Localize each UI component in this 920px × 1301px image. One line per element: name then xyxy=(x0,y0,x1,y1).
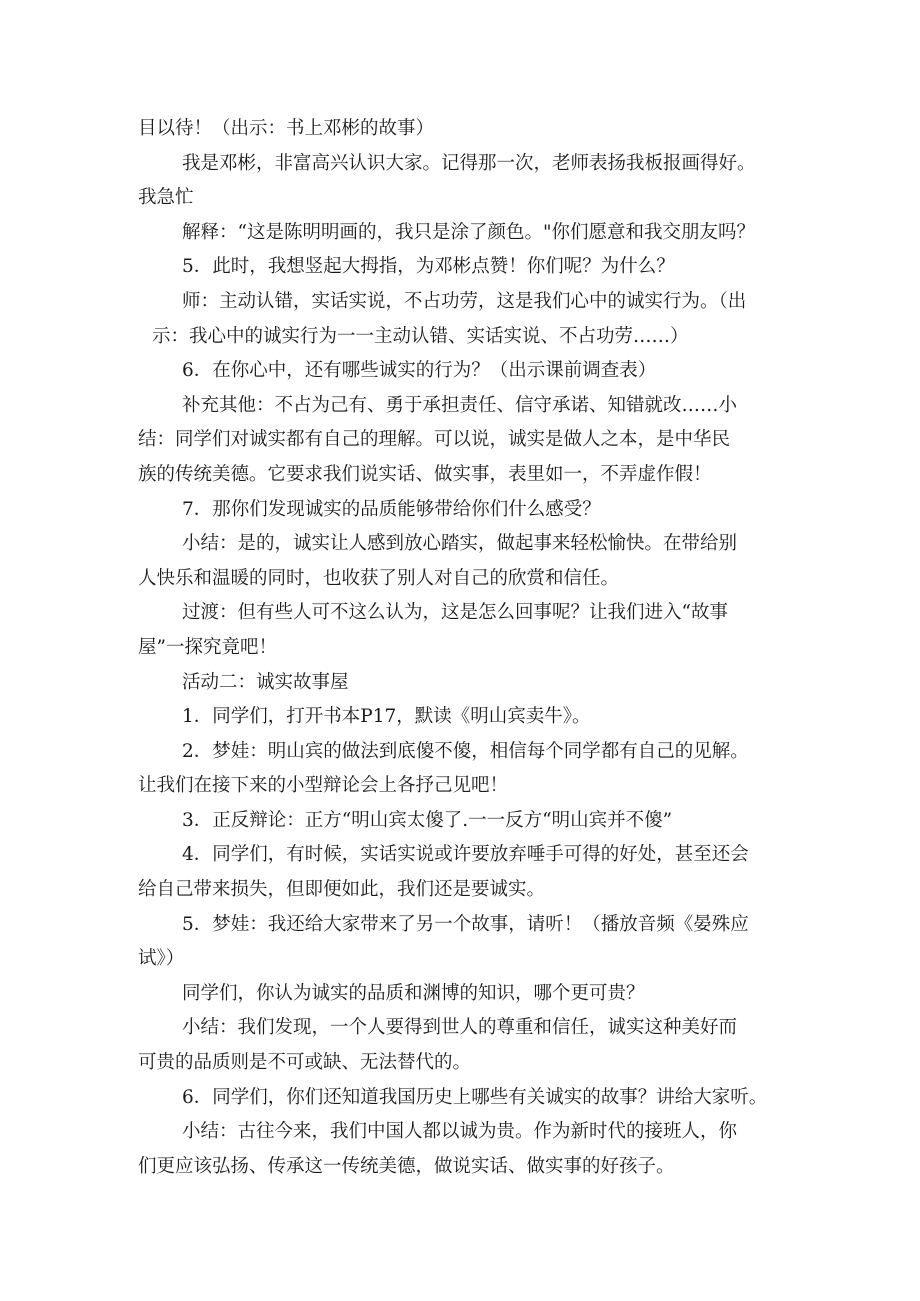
text-line: 师：主动认错，实话实说，不占功劳，这是我们心中的诚实行为。（出 xyxy=(182,290,747,312)
text-line: 让我们在接下来的小型辩论会上各抒己见吧！ xyxy=(138,775,509,797)
text-line: 小结：古往今来，我们中国人都以诚为贵。作为新时代的接班人，你 xyxy=(182,1121,738,1143)
text-line: 2．梦娃：明山宾的做法到底傻不傻，相信每个同学都有自己的见解。 xyxy=(182,740,749,762)
document-body xyxy=(138,112,798,1184)
text-line: 小结：我们发现，一个人要得到世人的尊重和信任，诚实这种美好而 xyxy=(182,1017,738,1039)
text-line: 3．正反辩论：正方“明山宾太傻了.一一反方“明山宾并不傻” xyxy=(182,809,673,831)
section-heading: 活动二：诚实故事屋 xyxy=(182,671,349,693)
text-line: 6．在你心中，还有哪些诚实的行为？（出示课前调查表） xyxy=(182,360,657,382)
text-line: 同学们，你认为诚实的品质和渊博的知识，哪个更可贵？ xyxy=(182,982,645,1004)
text-line: 示：我心中的诚实行为一一主动认错、实话实说、不占功劳……） xyxy=(152,325,689,347)
text-line: 补充其他：不占为己有、勇于承担责任、信守承诺、知错就改……小 xyxy=(182,394,738,416)
text-line: 人快乐和温暖的同时，也收获了别人对自己的欣赏和信任。 xyxy=(138,567,620,589)
text-line: 6．同学们，你们还知道我国历史上哪些有关诚实的故事？讲给大家听。 xyxy=(182,1086,768,1108)
text-line: 我是邓彬，非富高兴认识大家。记得那一次，老师表扬我板报画得好。 xyxy=(182,152,756,174)
text-line: 解释：“这是陈明明画的，我只是涂了颜色。"你们愿意和我交朋友吗？ xyxy=(182,221,755,243)
text-line: 小结：是的，诚实让人感到放心踏实，做起事来轻松愉快。在带给别 xyxy=(182,533,738,555)
text-line: 屋”一探究竟吧！ xyxy=(138,636,277,658)
text-line: 给自己带来损失，但即便如此，我们还是要诚实。 xyxy=(138,879,546,901)
text-line: 5．梦娃：我还给大家带来了另一个故事，请听！（播放音频《晏殊应 xyxy=(182,913,749,935)
text-line: 目以待！（出示：书上邓彬的故事） xyxy=(138,118,435,139)
text-line: 7．那你们发现诚实的品质能够带给你们什么感受？ xyxy=(182,498,601,520)
text-line: 可贵的品质则是不可或缺、无法替代的。 xyxy=(138,1052,472,1074)
text-line: 族的传统美德。它要求我们说实话、做实事，表里如一，不弄虚作假！ xyxy=(138,463,712,485)
text-line: 1．同学们，打开书本P17，默读《明山宾卖牛》。 xyxy=(182,706,591,728)
text-line: 过渡：但有些人可不这么认为，这是怎么回事呢？让我们进入“故事 xyxy=(182,602,728,624)
text-line: 们更应该弘扬、传承这一传统美德，做说实话、做实事的好孩子。 xyxy=(138,1155,675,1177)
text-line: 试》） xyxy=(138,948,185,970)
text-line: 5．此时，我想竖起大拇指，为邓彬点赞！你们呢？为什么？ xyxy=(182,256,675,278)
text-line: 4．同学们，有时候，实话实说或许要放弃唾手可得的好处，甚至还会 xyxy=(182,844,749,866)
text-line: 我急忙 xyxy=(138,187,194,209)
text-line: 结：同学们对诚实都有自己的理解。可以说，诚实是做人之本，是中华民 xyxy=(138,429,731,451)
